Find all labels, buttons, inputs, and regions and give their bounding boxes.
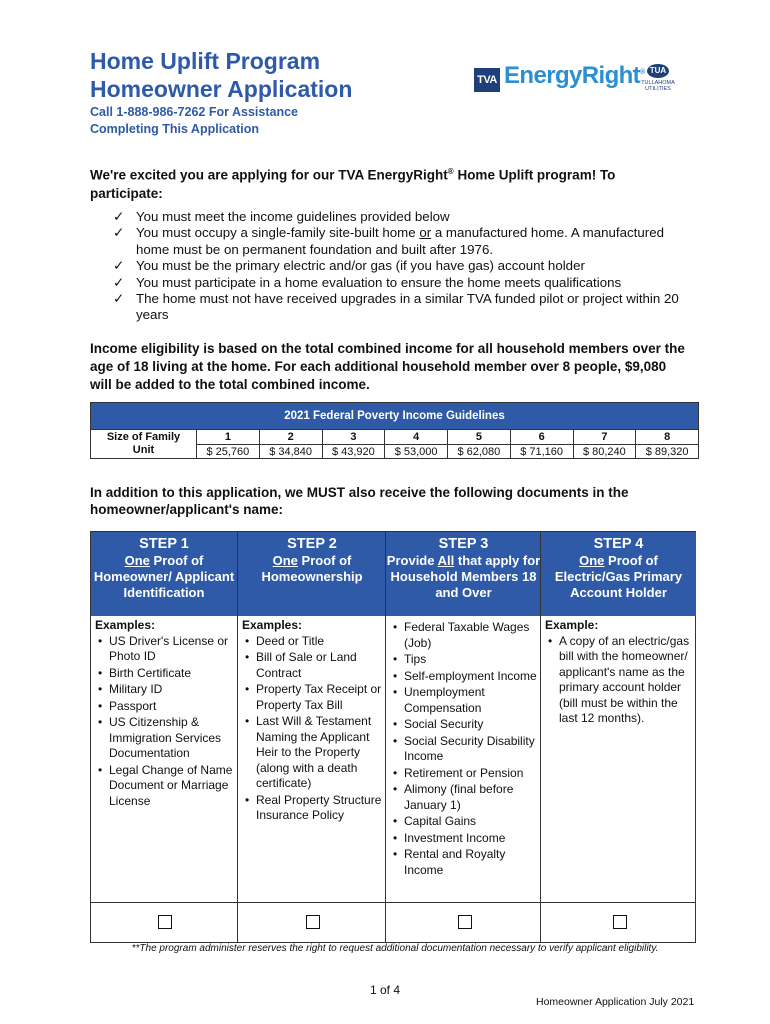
step-1-header — [91, 532, 237, 616]
step-3-check-row — [386, 902, 541, 943]
income-amount-cell: $ 71,160 — [510, 445, 573, 459]
requirements-list — [113, 209, 693, 324]
family-size-label-line2: Unit — [132, 444, 155, 456]
step-1-checkbox[interactable] — [158, 915, 172, 929]
step-3-checkbox[interactable] — [458, 915, 472, 929]
step-3-column — [385, 532, 541, 942]
requirement-text: You must meet the income guidelines provided below — [136, 209, 450, 224]
step-4-description — [541, 553, 696, 601]
income-amount-cell: $ 34,840 — [259, 445, 322, 459]
family-size-cell: 2 — [259, 430, 322, 445]
family-size-label-line1: Size of Family — [106, 431, 181, 443]
list-item: • A copy of an electric/gas bill with the homeowner/ applicant's name as the primary account holder (bill must be within the last 12 months). — [545, 634, 692, 727]
requirement-text: You must be the primary electric and/or gas (if you have gas) account holder — [136, 258, 585, 274]
tua-seal: TUA — [647, 64, 669, 78]
step-3-list — [390, 620, 537, 878]
income-amount-cell: $ 43,920 — [322, 445, 385, 459]
requirement-or: or — [419, 225, 432, 241]
list-item: • Unemployment Compensation — [390, 685, 537, 716]
family-size-cell: 8 — [636, 430, 699, 445]
income-amount-cell: $ 53,000 — [385, 445, 448, 459]
title-line-2: Homeowner Application — [90, 76, 353, 102]
list-item: • Self-employment Income — [390, 669, 537, 685]
check-icon: ✓ — [113, 209, 125, 224]
requirement-text: You must participate in a home evaluation to ensure the home meets qualifications — [136, 274, 622, 290]
check-icon: ✓ — [113, 291, 125, 307]
list-item: • Social Security — [390, 717, 537, 733]
step-4-desc-text: Proof of Electric/Gas Primary Account Holder — [554, 553, 683, 600]
requirement-item — [113, 258, 693, 274]
steps-table — [90, 531, 696, 943]
step-3-desc-pre: Provide — [386, 553, 438, 568]
list-item: • Federal Taxable Wages (Job) — [390, 620, 537, 651]
step-4-title: STEP 4 — [593, 536, 644, 552]
step-2-check-row — [238, 902, 386, 943]
list-item: • US Citizenship & Immigration Services Documentation — [95, 715, 233, 762]
assistance-line-2: Completing This Application — [90, 121, 259, 136]
step-2-description — [238, 553, 386, 585]
requirement-text: You must occupy a single-family site-built home — [136, 225, 420, 241]
step-2-examples-label: Examples: — [242, 618, 303, 632]
list-item: • Retirement or Pension — [390, 766, 537, 782]
energyright-wordmark: EnergyRight — [504, 62, 641, 89]
step-4-header — [541, 532, 696, 616]
poverty-guidelines-table — [90, 402, 699, 459]
assistance-text — [90, 104, 298, 137]
step-4-emphasis: One — [579, 553, 605, 568]
intro-before: We're excited you are applying for our TVA EnergyRight — [90, 167, 448, 183]
step-4-check-row — [541, 902, 696, 943]
list-item: • Real Property Structure Insurance Policy — [242, 793, 382, 824]
step-3-header — [386, 532, 541, 616]
step-3-desc-text: that apply for Household Members 18 and Over — [390, 553, 541, 600]
income-eligibility-note: Income eligibility is based on the total combined income for all household members over the age of 18 living at the home. For each additional household member over 8 people, $9,080 will be added to the total combined income. — [90, 341, 685, 392]
requirement-text-rest: a manufactured home. A manufactured home must be on permanent foundation and built after 1976. — [136, 225, 664, 257]
step-2-title: STEP 2 — [287, 536, 337, 552]
step-2-list — [242, 634, 382, 824]
step-1-check-row — [91, 902, 237, 943]
step-3-body — [390, 620, 537, 879]
step-1-title: STEP 1 — [139, 536, 189, 552]
list-item: • Birth Certificate — [95, 666, 233, 682]
step-4-examples-label: Example: — [545, 618, 599, 632]
step-1-column — [91, 532, 237, 942]
step-2-body — [242, 618, 382, 825]
step-1-list — [95, 634, 233, 810]
list-item: • Capital Gains — [390, 814, 537, 830]
list-item: • Tips — [390, 652, 537, 668]
income-amount-cell: $ 89,320 — [636, 445, 699, 459]
family-size-cell: 4 — [385, 430, 448, 445]
requirement-text: The home must not have received upgrades in a similar TVA funded pilot or project within 20 years — [136, 291, 679, 323]
page-number: 1 of 4 — [369, 983, 401, 997]
energyright-registered: ® — [640, 69, 645, 76]
list-item: • Passport — [95, 699, 233, 715]
family-size-cell: 7 — [573, 430, 636, 445]
step-3-description — [386, 553, 541, 601]
check-icon: ✓ — [113, 225, 125, 241]
step-2-emphasis: One — [272, 553, 298, 568]
step-4-checkbox[interactable] — [613, 915, 627, 929]
step-1-examples-label: Examples: — [95, 618, 156, 632]
step-2-desc-text: Proof of Homeownership — [261, 553, 363, 584]
intro-registered: ® — [447, 167, 454, 176]
list-item: • Deed or Title — [242, 634, 382, 650]
step-1-desc-text: Proof of Homeowner/ Applicant Identification — [93, 553, 235, 600]
footnote: **The program administer reserves the right to request additional documentation necessary to verify applicant eligibility. — [131, 943, 659, 954]
title-line-1: Home Uplift Program — [90, 48, 321, 74]
family-size-cell: 3 — [322, 430, 385, 445]
step-2-checkbox[interactable] — [306, 915, 320, 929]
assistance-line-1: Call 1-888-986-7262 For Assistance — [90, 105, 298, 119]
income-amount-cell: $ 62,080 — [448, 445, 511, 459]
family-size-cell: 6 — [510, 430, 573, 445]
list-item: • Alimony (final before January 1) — [390, 782, 537, 813]
requirement-item — [113, 209, 693, 225]
requirement-item — [113, 275, 693, 291]
step-4-list — [545, 634, 692, 727]
list-item: • Bill of Sale or Land Contract — [242, 650, 382, 681]
family-size-cell: 5 — [448, 430, 511, 445]
list-item: • Rental and Royalty Income — [390, 847, 537, 878]
income-amount-cell: $ 80,240 — [573, 445, 636, 459]
requirement-item — [113, 225, 693, 258]
step-2-header — [238, 532, 386, 616]
list-item: • Property Tax Receipt or Property Tax Bill — [242, 682, 382, 713]
list-item: • Investment Income — [390, 831, 537, 847]
step-2-column — [237, 532, 386, 942]
list-item: • US Driver's License or Photo ID — [95, 634, 233, 665]
check-icon: ✓ — [113, 274, 125, 290]
step-3-emphasis: All — [437, 553, 455, 568]
family-size-label — [91, 430, 197, 459]
check-icon: ✓ — [113, 258, 125, 274]
list-item: • Military ID — [95, 682, 233, 698]
documents-note: In addition to this application, we MUST also receive the following documents in the homeowner/applicant's name: — [90, 485, 629, 517]
income-amount-cell: $ 25,760 — [197, 445, 260, 459]
step-3-title: STEP 3 — [438, 536, 489, 552]
page-title — [90, 47, 450, 103]
energyright-logo — [504, 62, 645, 90]
intro-text — [90, 163, 690, 203]
step-1-emphasis: One — [124, 553, 150, 568]
family-size-cell: 1 — [197, 430, 260, 445]
tva-logo: TVA — [474, 68, 500, 92]
list-item: • Social Security Disability Income — [390, 734, 537, 765]
tua-subtitle: TULLAHOMA UTILITIES — [641, 80, 675, 92]
intro-after: Home Uplift program! To participate: — [90, 167, 616, 201]
list-item: • Legal Change of Name Document or Marriage License — [95, 763, 233, 810]
step-1-description — [91, 553, 237, 601]
step-1-body — [95, 618, 233, 810]
requirement-item — [113, 291, 693, 324]
poverty-table-title: 2021 Federal Poverty Income Guidelines — [91, 403, 699, 430]
footer-label: Homeowner Application July 2021 — [536, 996, 695, 1008]
list-item: • Last Will & Testament Naming the Applicant Heir to the Property (along with a death certificate) — [242, 714, 382, 792]
step-4-column — [540, 532, 696, 942]
step-4-body — [545, 618, 692, 728]
tua-logo — [636, 64, 680, 92]
